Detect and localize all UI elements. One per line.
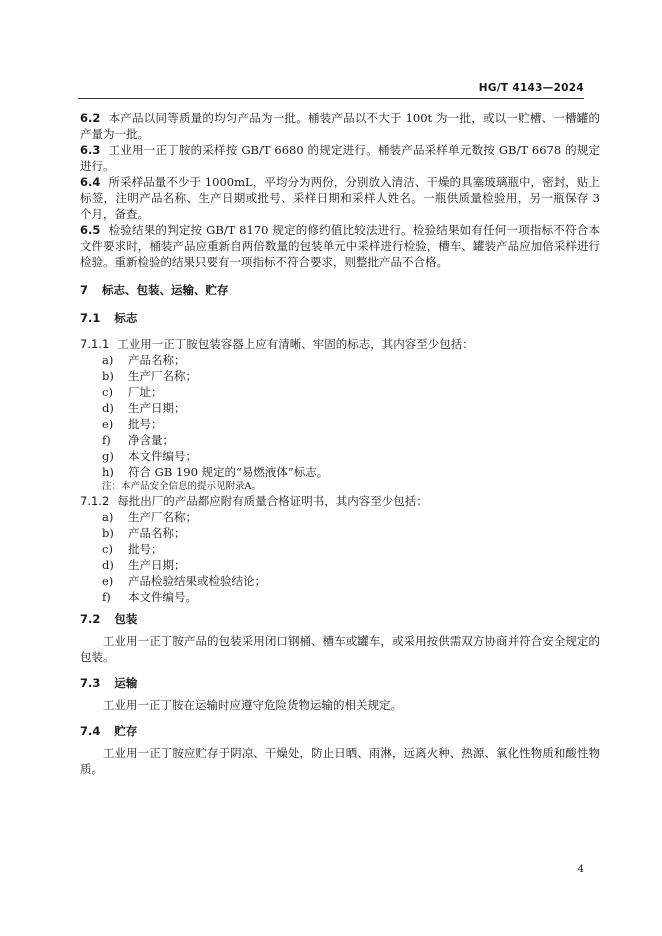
list-item — [80, 368, 600, 384]
clause-text: 工业用一正丁胺包装容器上应有清晰、牢固的标志，其内容至少包括： — [117, 337, 474, 351]
page-number: 4 — [577, 864, 584, 875]
list-text: 生产厂名称； — [128, 510, 197, 524]
storage-text: 工业用一正丁胺应贮存于阴凉、干燥处，防止日晒、雨淋，远离火种、热源、氧化性物质和酸性物质。 — [80, 746, 600, 776]
list-marker: a) — [102, 510, 114, 524]
header-rule — [78, 98, 584, 99]
clause-text: 本产品以同等质量的均匀产品为一批。桶装产品以不大于 100t 为一批，或以一贮槽、一槽罐的产量为一批。 — [80, 111, 600, 141]
list-marker: c) — [102, 385, 113, 399]
list-item — [80, 589, 600, 605]
clause-number: 6.4 — [80, 175, 101, 189]
list-marker: f) — [102, 433, 111, 447]
list-item — [80, 541, 600, 557]
list-item — [80, 448, 600, 464]
list-item — [80, 573, 600, 589]
list-marker: e) — [102, 417, 114, 431]
list-item — [80, 400, 600, 416]
list-marker: e) — [102, 574, 114, 588]
document-code: HG/T 4143—2024 — [478, 82, 584, 94]
list-text: 产品名称； — [128, 526, 186, 540]
section-number: 7.3 — [80, 676, 101, 690]
list-text: 生产日期； — [128, 401, 186, 415]
section-7-3-heading — [80, 675, 600, 691]
marking-list — [80, 352, 600, 480]
page-content — [80, 110, 600, 777]
list-text: 生产日期； — [128, 558, 186, 572]
list-item — [80, 509, 600, 525]
list-item — [80, 525, 600, 541]
section-title: 运输 — [114, 676, 138, 690]
list-item — [80, 557, 600, 573]
clause-number: 6.3 — [80, 143, 101, 157]
clause-6-3 — [80, 142, 600, 174]
section-title: 标志、包装、运输、贮存 — [102, 283, 229, 297]
section-7-4-heading — [80, 723, 600, 739]
section-7-heading — [80, 282, 600, 298]
clause-number: 7.1.1 — [80, 337, 110, 351]
list-marker: b) — [102, 369, 114, 383]
list-text: 产品检验结果或检验结论； — [128, 574, 266, 588]
list-text: 净含量； — [128, 433, 174, 447]
list-marker: c) — [102, 542, 113, 556]
clause-7-1-2 — [80, 493, 600, 509]
section-7-1-heading — [80, 310, 600, 326]
clause-number: 6.5 — [80, 223, 101, 237]
note-text: 注：本产品安全信息的提示见附录A。 — [102, 481, 261, 492]
clause-6-4 — [80, 174, 600, 222]
certificate-list — [80, 509, 600, 605]
list-marker: h) — [102, 465, 114, 479]
list-item — [80, 416, 600, 432]
list-text: 本文件编号。 — [128, 590, 197, 604]
clause-text: 检验结果的判定按 GB/T 8170 规定的修约值比较法进行。检验结果如有任何一项指标不符合本文件要求时，桶装产品应重新自两倍数量的包装单元中采样进行检验，槽车、罐装产品应加倍采样进行检验。重新检验的结果只要有一项指标不符合要求，则整批产品不合格。 — [80, 223, 600, 269]
clause-number: 6.2 — [80, 111, 101, 125]
transport-text: 工业用一正丁胺在运输时应遵守危险货物运输的相关规定。 — [103, 698, 402, 712]
section-title: 包装 — [114, 612, 138, 626]
list-item — [80, 352, 600, 368]
list-text: 符合 GB 190 规定的“易燃液体”标志。 — [128, 465, 329, 479]
section-number: 7.2 — [80, 612, 101, 626]
clause-text: 工业用一正丁胺的采样按 GB/T 6680 的规定进行。桶装产品采样单元数按 GB/T 6678 的规定进行。 — [80, 143, 600, 173]
list-marker: g) — [102, 449, 114, 463]
list-item — [80, 384, 600, 400]
list-marker: b) — [102, 526, 114, 540]
packaging-text: 工业用一正丁胺产品的包装采用闭口钢桶、槽车或罐车，或采用按供需双方协商并符合安全规定的包装。 — [80, 634, 600, 664]
clause-text: 所采样品量不少于 1000mL，平均分为两份，分别放入清洁、干燥的具塞玻璃瓶中，密封，贴上标签，注明产品名称、生产日期或批号、采样日期和采样人姓名。一瓶供质量检验用，另一瓶保存 3 个月，备查。 — [80, 175, 600, 221]
list-marker: f) — [102, 590, 111, 604]
clause-6-2 — [80, 110, 600, 142]
clause-number: 7.1.2 — [80, 494, 110, 508]
list-text: 生产厂名称； — [128, 369, 197, 383]
list-text: 厂址； — [128, 385, 163, 399]
section-7-2-heading — [80, 611, 600, 627]
section-number: 7.1 — [80, 311, 101, 325]
clause-6-5 — [80, 222, 600, 270]
list-marker: d) — [102, 401, 114, 415]
list-text: 批号； — [128, 542, 163, 556]
list-item — [80, 464, 600, 480]
section-title: 标志 — [114, 311, 138, 325]
list-text: 产品名称； — [128, 353, 186, 367]
list-marker: a) — [102, 353, 114, 367]
section-title: 贮存 — [114, 724, 138, 738]
section-number: 7.4 — [80, 724, 101, 738]
clause-7-1-1 — [80, 336, 600, 352]
list-item — [80, 432, 600, 448]
section-number: 7 — [80, 283, 89, 297]
clause-text: 每批出厂的产品都应附有质量合格证明书，其内容至少包括： — [117, 494, 428, 508]
list-text: 本文件编号； — [128, 449, 197, 463]
list-marker: d) — [102, 558, 114, 572]
list-text: 批号； — [128, 417, 163, 431]
